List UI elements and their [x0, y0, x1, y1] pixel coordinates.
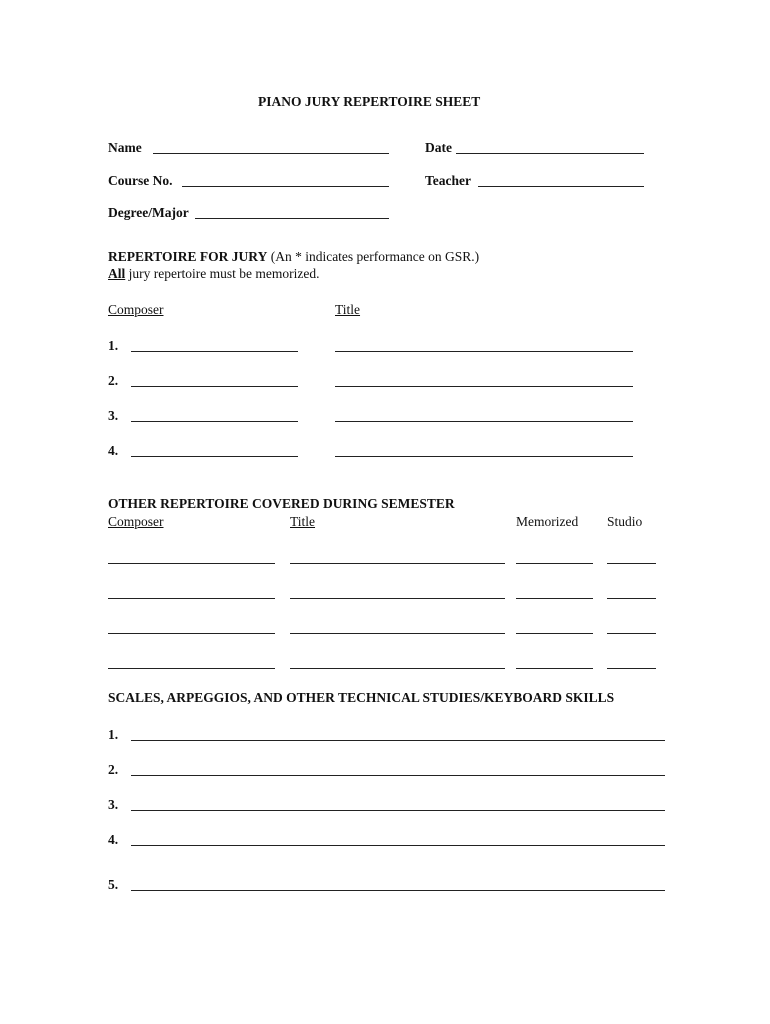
technical-field[interactable] — [131, 775, 665, 776]
course-label: Course No. — [108, 173, 173, 188]
jury-title-header: Title — [335, 302, 361, 317]
technical-row-number: 1. — [108, 727, 119, 742]
other-composer-field[interactable] — [108, 598, 275, 599]
other-memorized-field[interactable] — [516, 563, 593, 564]
jury-row-number: 1. — [108, 338, 119, 353]
teacher-field[interactable] — [478, 186, 644, 187]
course-field[interactable] — [182, 186, 389, 187]
jury-row-number: 3. — [108, 408, 119, 423]
jury-composer-field[interactable] — [131, 421, 298, 422]
other-memorized-field[interactable] — [516, 598, 593, 599]
other-title-field[interactable] — [290, 598, 505, 599]
other-title-header: Title — [290, 514, 316, 529]
technical-row-number: 4. — [108, 832, 119, 847]
other-heading: OTHER REPERTOIRE COVERED DURING SEMESTER — [108, 496, 455, 511]
technical-field[interactable] — [131, 845, 665, 846]
other-composer-field[interactable] — [108, 563, 275, 564]
memorize-rest: jury repertoire must be memorized. — [128, 266, 320, 281]
other-studio-field[interactable] — [607, 668, 656, 669]
jury-heading: REPERTOIRE FOR JURY — [108, 249, 268, 264]
date-label: Date — [425, 140, 452, 155]
technical-field[interactable] — [131, 890, 665, 891]
degree-field[interactable] — [195, 218, 389, 219]
jury-title-field[interactable] — [335, 456, 633, 457]
jury-composer-field[interactable] — [131, 386, 298, 387]
jury-heading-row — [108, 249, 479, 265]
teacher-label: Teacher — [425, 173, 471, 188]
page-title: PIANO JURY REPERTOIRE SHEET — [258, 94, 481, 109]
jury-row-number: 2. — [108, 373, 119, 388]
technical-field[interactable] — [131, 740, 665, 741]
date-field[interactable] — [456, 153, 644, 154]
technical-field[interactable] — [131, 810, 665, 811]
other-memorized-field[interactable] — [516, 668, 593, 669]
other-title-field[interactable] — [290, 668, 505, 669]
degree-label: Degree/Major — [108, 205, 189, 220]
technical-heading: SCALES, ARPEGGIOS, AND OTHER TECHNICAL STUDIES/KEYBOARD SKILLS — [108, 690, 615, 705]
other-title-field[interactable] — [290, 633, 505, 634]
other-composer-field[interactable] — [108, 668, 275, 669]
jury-row-number: 4. — [108, 443, 119, 458]
jury-title-field[interactable] — [335, 351, 633, 352]
other-title-field[interactable] — [290, 563, 505, 564]
jury-note: (An * indicates performance on GSR.) — [270, 249, 480, 264]
other-memorized-field[interactable] — [516, 633, 593, 634]
memorize-all: All — [108, 266, 126, 281]
other-studio-field[interactable] — [607, 563, 656, 564]
other-composer-field[interactable] — [108, 633, 275, 634]
jury-title-field[interactable] — [335, 386, 633, 387]
name-label: Name — [108, 140, 142, 155]
jury-title-field[interactable] — [335, 421, 633, 422]
technical-row-number: 3. — [108, 797, 119, 812]
jury-composer-header: Composer — [108, 302, 164, 317]
jury-composer-field[interactable] — [131, 351, 298, 352]
other-studio-field[interactable] — [607, 633, 656, 634]
technical-row-number: 5. — [108, 877, 119, 892]
memorize-note — [108, 266, 319, 282]
name-field[interactable] — [153, 153, 389, 154]
other-composer-header: Composer — [108, 514, 164, 529]
other-studio-header: Studio — [607, 514, 643, 529]
other-studio-field[interactable] — [607, 598, 656, 599]
other-memorized-header: Memorized — [516, 514, 579, 529]
technical-row-number: 2. — [108, 762, 119, 777]
jury-composer-field[interactable] — [131, 456, 298, 457]
